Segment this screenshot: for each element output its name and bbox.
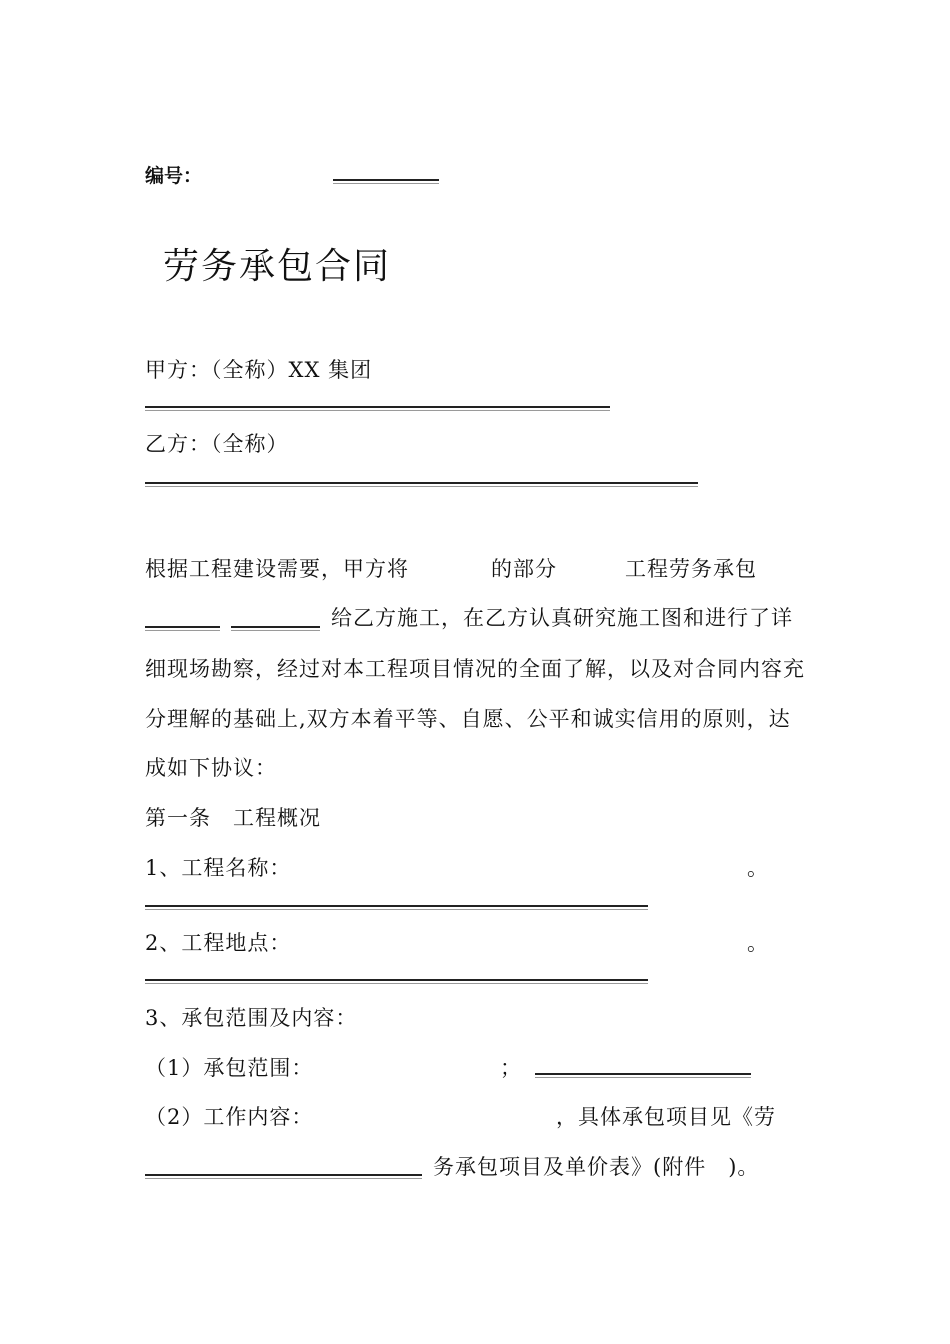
intro-line1-a: 根据工程建设需要，甲方将 (145, 557, 409, 581)
work-content-tail: ，具体承包项目见《劳 (556, 1105, 776, 1129)
project-name-blank (145, 905, 648, 907)
work-content-label: （2）工作内容： (145, 1105, 314, 1129)
intro-blank-1 (145, 626, 220, 628)
project-location-label: 2、工程地点： (145, 931, 292, 955)
scope-heading: 3、承包范围及内容： (145, 1006, 358, 1030)
intro-line5: 成如下协议： (145, 756, 277, 780)
party-b-line: 乙方：（全称） (145, 432, 289, 456)
scope-label: （1）承包范围： (145, 1056, 314, 1080)
work-content-continuation: 务承包项目及单价表》(附件 )。 (433, 1155, 760, 1179)
scope-blank (535, 1073, 751, 1075)
intro-blank-2 (231, 626, 320, 628)
scope-separator: ； (500, 1056, 522, 1080)
project-name-label: 1、工程名称： (145, 856, 292, 880)
page-title: 劳务承包合同 (163, 246, 392, 287)
project-location-blank (145, 979, 648, 981)
work-content-blank (145, 1174, 422, 1176)
project-name-end: 。 (747, 856, 769, 880)
contract-number-label: 编号： (145, 165, 203, 187)
intro-line4: 分理解的基础上,双方本着平等、自愿、公平和诚实信用的原则，达 (145, 707, 791, 731)
article1-heading: 第一条 工程概况 (145, 806, 321, 830)
party-a-line: 甲方：（全称）XX 集团 (145, 358, 373, 382)
intro-line2: 给乙方施工，在乙方认真研究施工图和进行了详 (331, 606, 793, 630)
contract-number-blank (333, 179, 439, 181)
project-location-end: 。 (747, 931, 769, 955)
party-a-blank (145, 406, 610, 408)
intro-line1-c: 工程劳务承包 (625, 557, 757, 581)
intro-line1-b: 的部分 (491, 557, 557, 581)
intro-line3: 细现场勘察，经过对本工程项目情况的全面了解，以及对合同内容充 (145, 657, 805, 681)
party-b-blank (145, 482, 698, 484)
